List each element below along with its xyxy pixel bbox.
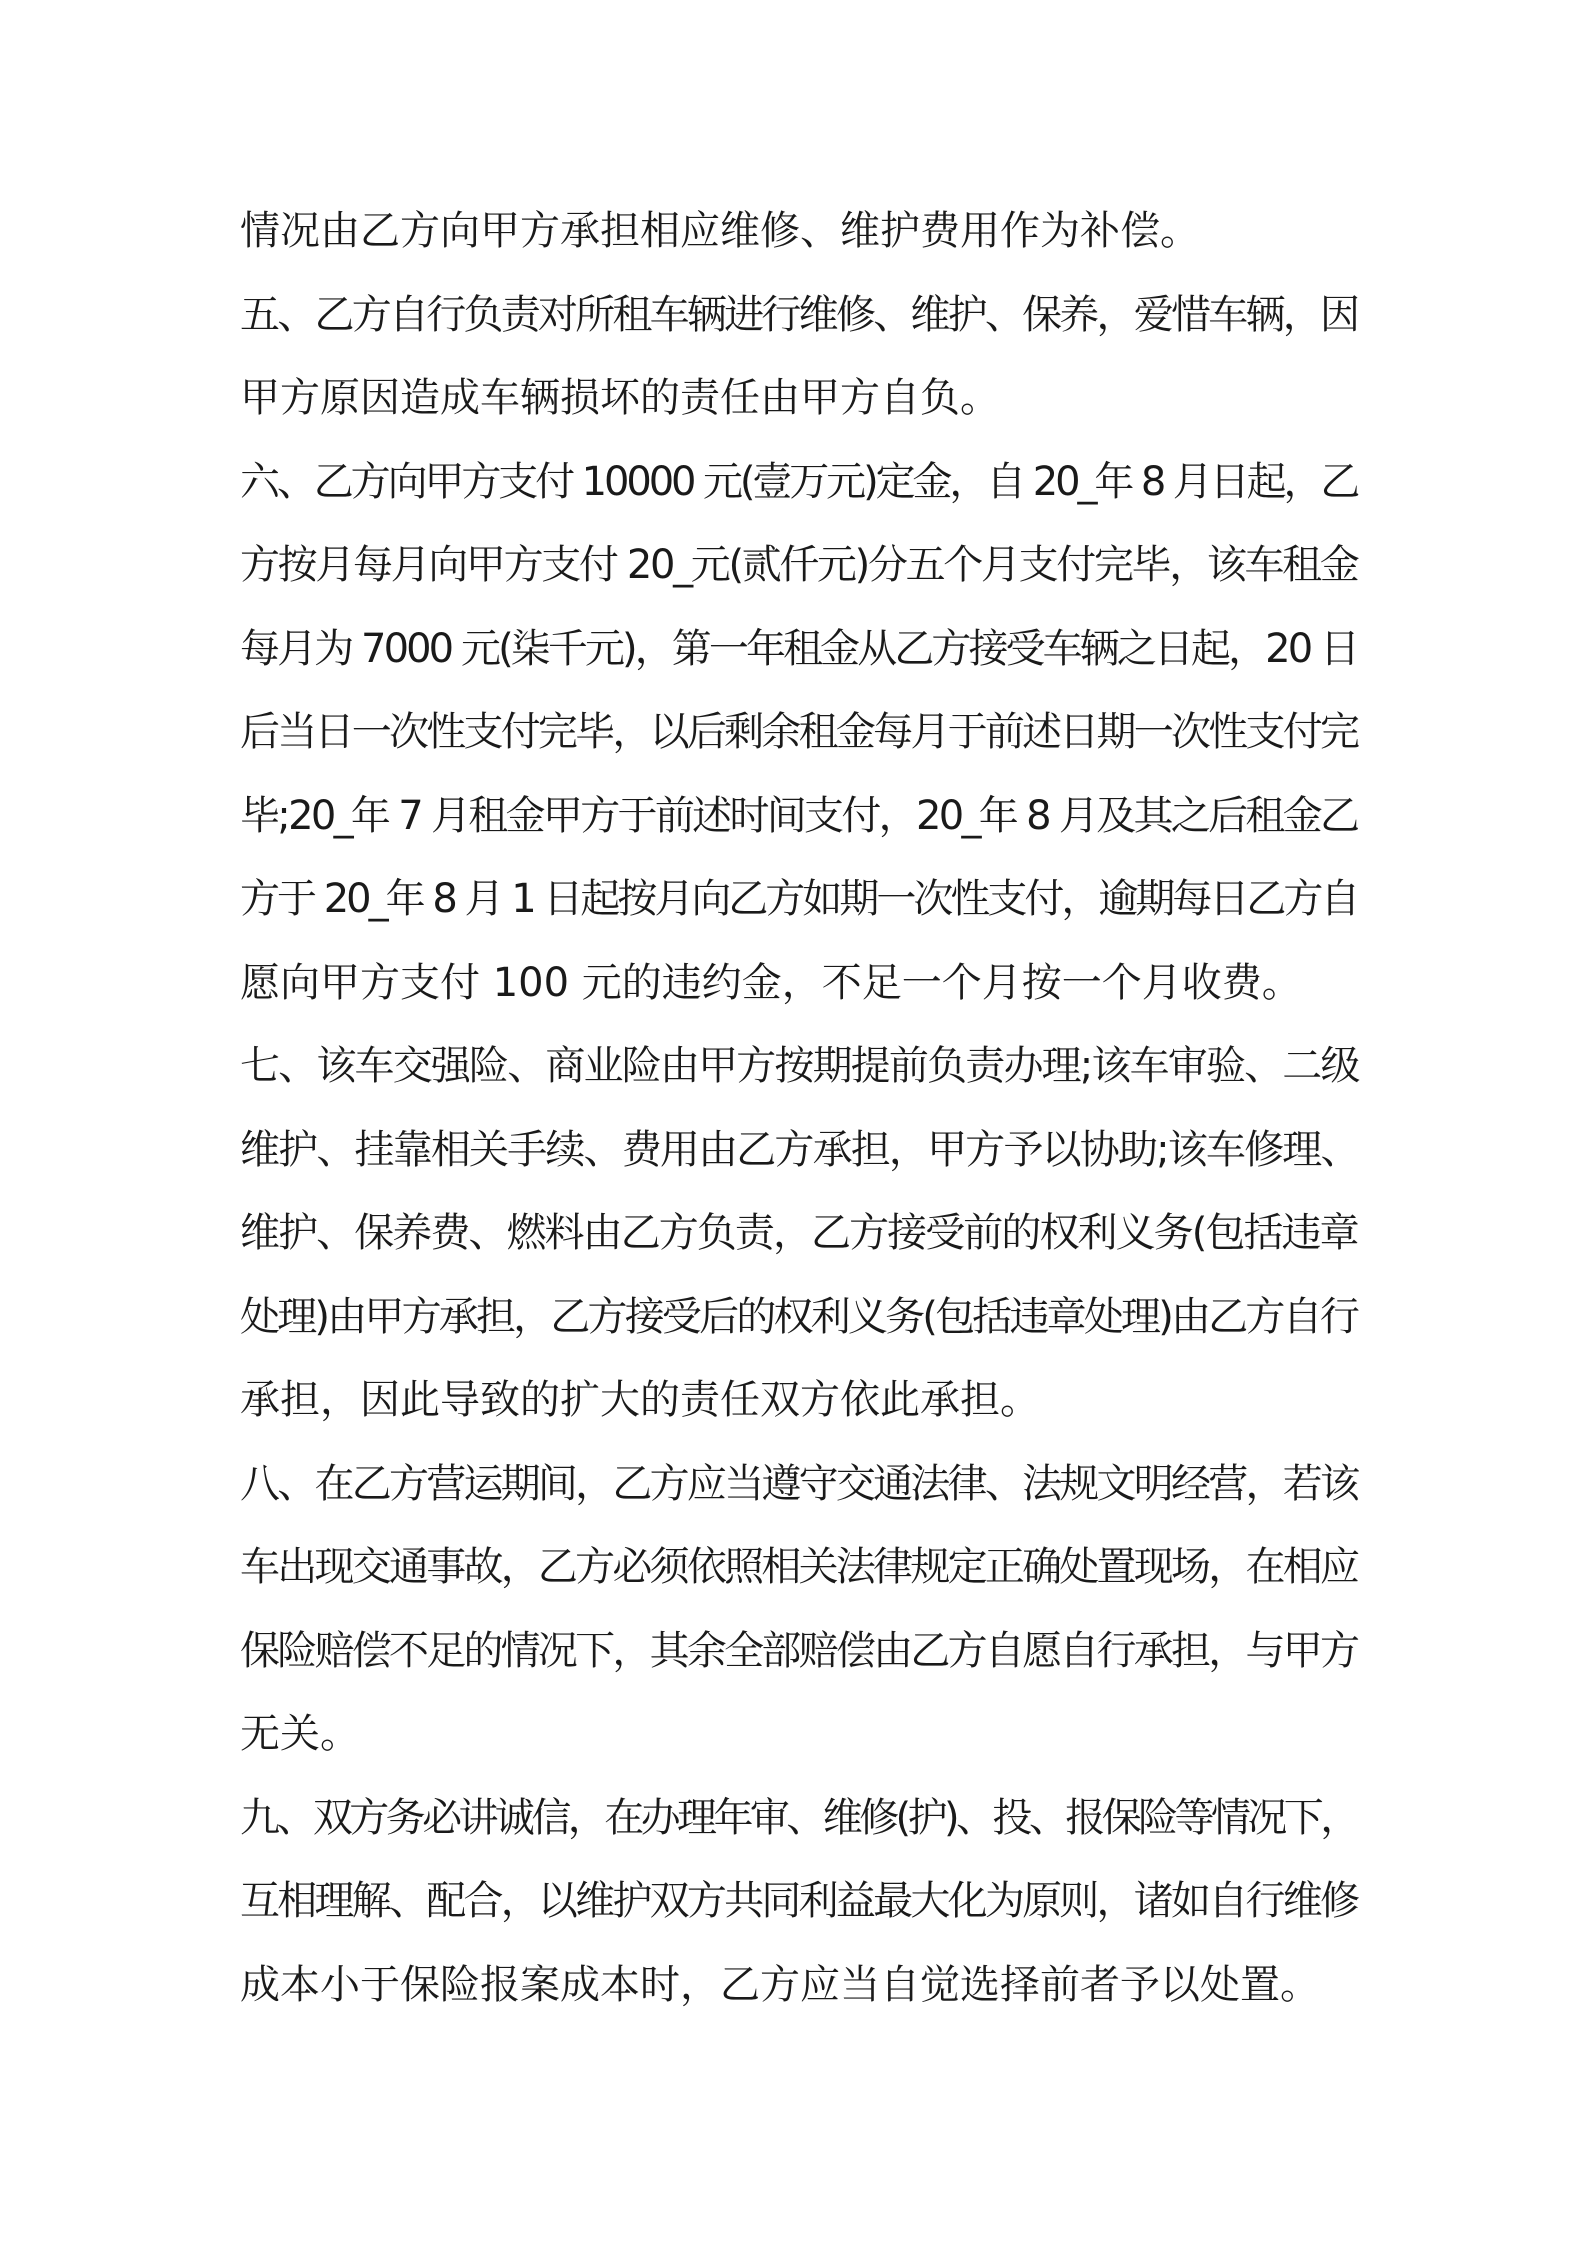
text-line: 方于 20_年 8 月 1 日起按月向乙方如期一次性支付，逾期每日乙方自 xyxy=(240,876,1358,922)
text-line: 七、该车交强险、商业险由甲方按期提前负责办理;该车审验、二级 xyxy=(240,1043,1359,1089)
text-line: 互相理解、配合，以维护双方共同利益最大化为原则，诸如自行维修 xyxy=(240,1878,1358,1924)
text-line: 八、在乙方营运期间，乙方应当遵守交通法律、法规文明经营，若该 xyxy=(240,1460,1358,1507)
text-line: 承担，因此导致的扩大的责任双方依此承担。 xyxy=(240,1377,1040,1423)
text-line: 毕;20_年 7 月租金甲方于前述时间支付，20_年 8 月及其之后租金乙 xyxy=(240,792,1358,839)
text-line: 五、乙方自行负责对所租车辆进行维修、维护、保养，爱惜车辆，因 xyxy=(240,291,1358,338)
text-line: 情况由乙方向甲方承担相应维修、维护费用作为补偿。 xyxy=(240,208,1200,254)
text-line: 九、双方务必讲诚信，在办理年审、维修(护)、投、报保险等情况下， xyxy=(240,1794,1357,1841)
text-line: 保险赔偿不足的情况下，其余全部赔偿由乙方自愿自行承担，与甲方 xyxy=(240,1627,1358,1674)
text-line: 成本小于保险报案成本时，乙方应当自觉选择前者予以处置。 xyxy=(240,1961,1320,2008)
text-line: 维护、挂靠相关手续、费用由乙方承担，甲方予以协助;该车修理、 xyxy=(240,1126,1359,1173)
text-line: 方按月每月向甲方支付 20_元(贰仟元)分五个月支付完毕，该车租金 xyxy=(240,542,1358,588)
document-body xyxy=(240,190,1360,2027)
text-line: 后当日一次性支付完毕，以后剩余租金每月于前述日期一次性支付完 xyxy=(240,709,1358,755)
text-line: 愿向甲方支付 100 元的违约金，不足一个月按一个月收费。 xyxy=(240,959,1302,1006)
text-line: 无关。 xyxy=(240,1711,360,1757)
text-line: 甲方原因造成车辆损坏的责任由甲方自负。 xyxy=(240,375,1000,421)
text-line: 车出现交通事故，乙方必须依照相关法律规定正确处置现场，在相应 xyxy=(240,1544,1358,1590)
text-line: 处理)由甲方承担，乙方接受后的权利义务(包括违章处理)由乙方自行 xyxy=(240,1293,1358,1340)
text-line: 每月为 7000 元(柒千元)，第一年租金从乙方接受车辆之日起，20 日 xyxy=(240,625,1358,672)
text-line: 六、乙方向甲方支付 10000 元(壹万元)定金，自 20_年 8 月日起，乙 xyxy=(240,458,1358,505)
text-line: 维护、保养费、燃料由乙方负责，乙方接受前的权利义务(包括违章 xyxy=(240,1210,1358,1256)
